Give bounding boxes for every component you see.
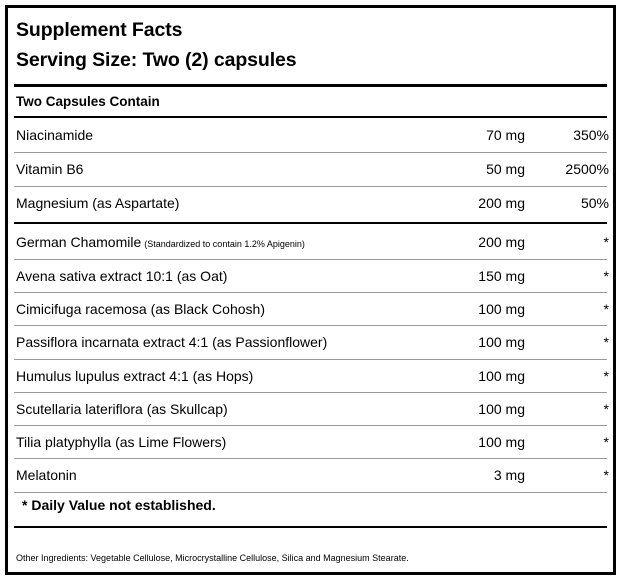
table-row xyxy=(8,119,613,152)
daily-value-footnote: * Daily Value not established. xyxy=(22,497,216,513)
daily-value: 50% xyxy=(580,195,609,211)
table-row xyxy=(8,393,613,426)
ingredient-amount: 100 mg xyxy=(478,301,525,317)
divider-thick xyxy=(14,84,607,87)
divider-thick xyxy=(14,526,607,528)
ingredient-amount: 100 mg xyxy=(478,368,525,384)
ingredient-name: Tilia platyphylla (as Lime Flowers) xyxy=(16,434,227,450)
serving-size: Serving Size: Two (2) capsules xyxy=(16,49,297,71)
table-row xyxy=(8,293,613,326)
ingredient-amount: 100 mg xyxy=(478,334,525,350)
daily-value: * xyxy=(603,268,609,284)
divider-thin xyxy=(14,492,607,493)
daily-value: * xyxy=(603,467,609,483)
divider-thick xyxy=(14,222,607,224)
daily-value: * xyxy=(603,368,609,384)
ingredient-name: Magnesium (as Aspartate) xyxy=(16,195,180,211)
ingredient-amount: 100 mg xyxy=(478,401,525,417)
ingredient-amount: 200 mg xyxy=(478,195,525,211)
ingredient-name: German Chamomile (Standardized to contain 1.2% Apigenin) xyxy=(16,234,305,250)
subheading: Two Capsules Contain xyxy=(16,94,160,109)
panel-title: Supplement Facts xyxy=(16,19,183,41)
ingredient-amount: 150 mg xyxy=(478,268,525,284)
ingredient-name: Cimicifuga racemosa (as Black Cohosh) xyxy=(16,301,265,317)
ingredient-name: Humulus lupulus extract 4:1 (as Hops) xyxy=(16,368,254,384)
ingredient-name: Melatonin xyxy=(16,467,77,483)
daily-value: * xyxy=(603,301,609,317)
table-row xyxy=(8,326,613,359)
other-ingredients: Other Ingredients: Vegetable Cellulose, Microcrystalline Cellulose, Silica and Magnesium Stearate. xyxy=(16,553,409,563)
table-row xyxy=(8,153,613,186)
table-row xyxy=(8,459,613,492)
ingredient-name: Passiflora incarnata extract 4:1 (as Passionflower) xyxy=(16,334,328,350)
ingredient-name: Vitamin B6 xyxy=(16,161,84,177)
daily-value: * xyxy=(603,334,609,350)
daily-value: * xyxy=(603,434,609,450)
table-row xyxy=(8,226,613,259)
ingredient-name: Avena sativa extract 10:1 (as Oat) xyxy=(16,268,228,284)
table-row xyxy=(8,187,613,220)
ingredient-amount: 100 mg xyxy=(478,434,525,450)
ingredient-amount: 50 mg xyxy=(486,161,525,177)
supplement-facts-panel xyxy=(5,5,616,575)
daily-value: * xyxy=(603,234,609,250)
ingredient-name: Scutellaria lateriflora (as Skullcap) xyxy=(16,401,228,417)
daily-value: 2500% xyxy=(565,161,609,177)
table-row xyxy=(8,260,613,293)
ingredient-name: Niacinamide xyxy=(16,127,94,143)
daily-value: * xyxy=(603,401,609,417)
table-row xyxy=(8,360,613,393)
daily-value: 350% xyxy=(573,127,609,143)
ingredient-amount: 70 mg xyxy=(486,127,525,143)
table-row xyxy=(8,426,613,459)
divider-thick xyxy=(14,116,607,118)
ingredient-amount: 3 mg xyxy=(493,467,525,483)
ingredient-amount: 200 mg xyxy=(478,234,525,250)
